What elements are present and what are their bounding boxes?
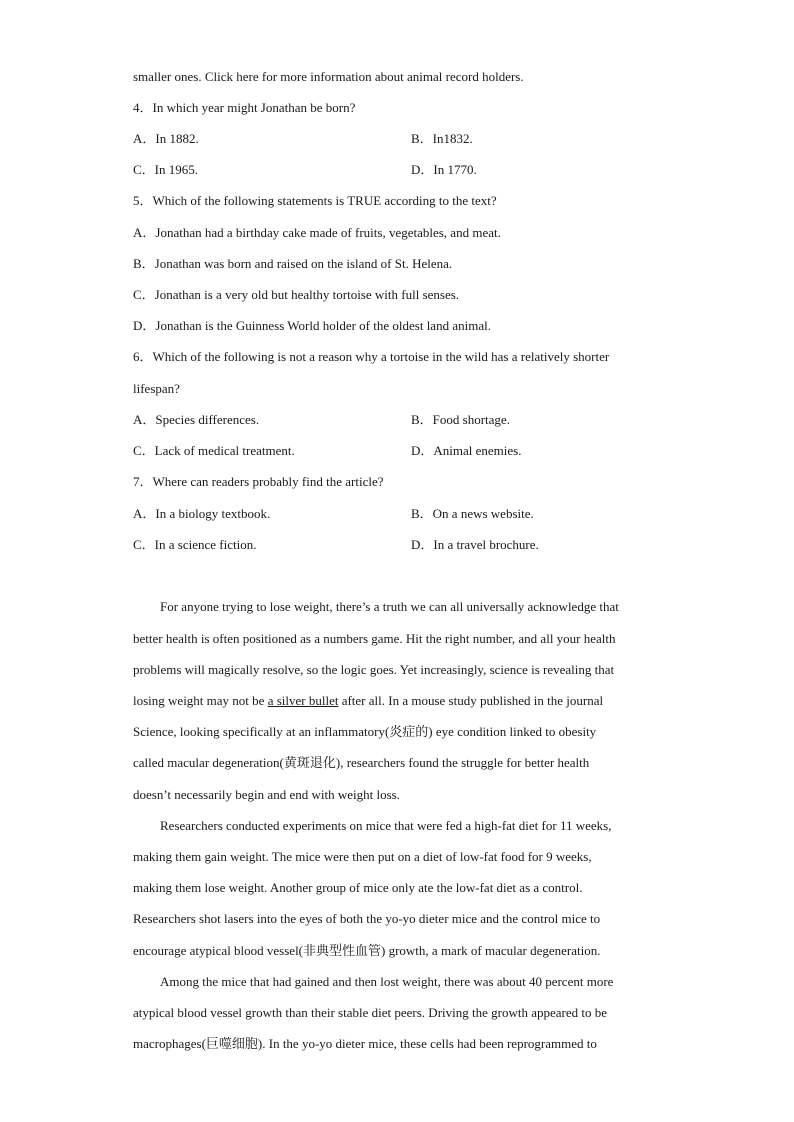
q6-option-c: C．Lack of medical treatment. [133, 443, 295, 458]
q4-option-b: B．In1832. [411, 131, 473, 146]
q4-option-c: C．In 1965. [133, 162, 199, 177]
question-6-stem-line-2: lifespan? [133, 381, 180, 396]
passage-p2-line-1: Researchers conducted experiments on mice that were fed a high-fat diet for 11 weeks, [160, 818, 612, 833]
q4-option-d: D．In 1770. [411, 162, 477, 177]
passage-p3-line-3: macrophages(巨噬细胞). In the yo-yo dieter mice, these cells had been reprogrammed to [133, 1036, 597, 1051]
q7-option-c: C．In a science fiction. [133, 537, 257, 552]
q5-option-d: D．Jonathan is the Guinness World holder of the oldest land animal. [133, 318, 491, 333]
question-4-options-row-2 [133, 162, 673, 178]
q7-option-b: B．On a news website. [411, 506, 534, 521]
q5-option-b: B．Jonathan was born and raised on the island of St. Helena. [133, 256, 453, 271]
passage-p3-line-1: Among the mice that had gained and then lost weight, there was about 40 percent more [160, 974, 614, 989]
passage-p1-line-3: problems will magically resolve, so the logic goes. Yet increasingly, science is revealing that [133, 662, 615, 677]
q6-option-a: A．Species differences. [133, 412, 260, 427]
passage-p2-line-2: making them gain weight. The mice were then put on a diet of low-fat food for 9 weeks, [133, 849, 592, 864]
question-4-options-row-1 [133, 131, 673, 147]
question-5-stem: 5．Which of the following statements is TRUE according to the text? [133, 193, 497, 208]
underlined-phrase-silver-bullet: a silver bullet [267, 693, 339, 708]
question-4-stem: 4．In which year might Jonathan be born? [133, 100, 356, 115]
passage-p1-line-4-start: losing weight may not be [133, 693, 268, 708]
passage-p1-line-6: called macular degeneration(黄斑退化), researchers found the struggle for better health [133, 755, 590, 770]
passage-p1-line-7: doesn’t necessarily begin and end with weight loss. [133, 787, 400, 802]
question-7-options-row-1 [133, 506, 673, 522]
passage-p1-line-1: For anyone trying to lose weight, there’s a truth we can all universally acknowledge that [160, 599, 619, 614]
question-7-stem: 7．Where can readers probably find the article? [133, 474, 384, 489]
passage-p1-line-5: Science, looking specifically at an inflammatory(炎症的) eye condition linked to obesity [133, 724, 597, 739]
passage-p3-line-2: atypical blood vessel growth than their stable diet peers. Driving the growth appeared to be [133, 1005, 607, 1020]
q7-option-a: A．In a biology textbook. [133, 506, 271, 521]
question-7-options-row-2 [133, 537, 673, 553]
passage-p1-line-2: better health is often positioned as a numbers game. Hit the right number, and all your health [133, 631, 616, 646]
q5-option-a: A．Jonathan had a birthday cake made of fruits, vegetables, and meat. [133, 225, 501, 240]
q6-option-b: B．Food shortage. [411, 412, 510, 427]
passage-p1-line-4-end: after all. In a mouse study published in the journal [338, 693, 604, 708]
passage-p2-line-5: encourage atypical blood vessel(非典型性血管) growth, a mark of macular degeneration. [133, 943, 601, 958]
passage-p1-line-4 [133, 693, 603, 709]
intro-tail-text: smaller ones. Click here for more information about animal record holders. [133, 69, 524, 84]
question-6-options-row-1 [133, 412, 673, 428]
question-6-stem-line-1: 6．Which of the following is not a reason why a tortoise in the wild has a relatively shorter [133, 349, 610, 364]
passage-p2-line-3: making them lose weight. Another group of mice only ate the low-fat diet as a control. [133, 880, 583, 895]
q7-option-d: D．In a travel brochure. [411, 537, 539, 552]
q5-option-c: C．Jonathan is a very old but healthy tortoise with full senses. [133, 287, 460, 302]
q4-option-a: A．In 1882. [133, 131, 199, 146]
question-6-options-row-2 [133, 443, 673, 459]
passage-p2-line-4: Researchers shot lasers into the eyes of both the yo-yo dieter mice and the control mice to [133, 911, 601, 926]
q6-option-d: D．Animal enemies. [411, 443, 522, 458]
